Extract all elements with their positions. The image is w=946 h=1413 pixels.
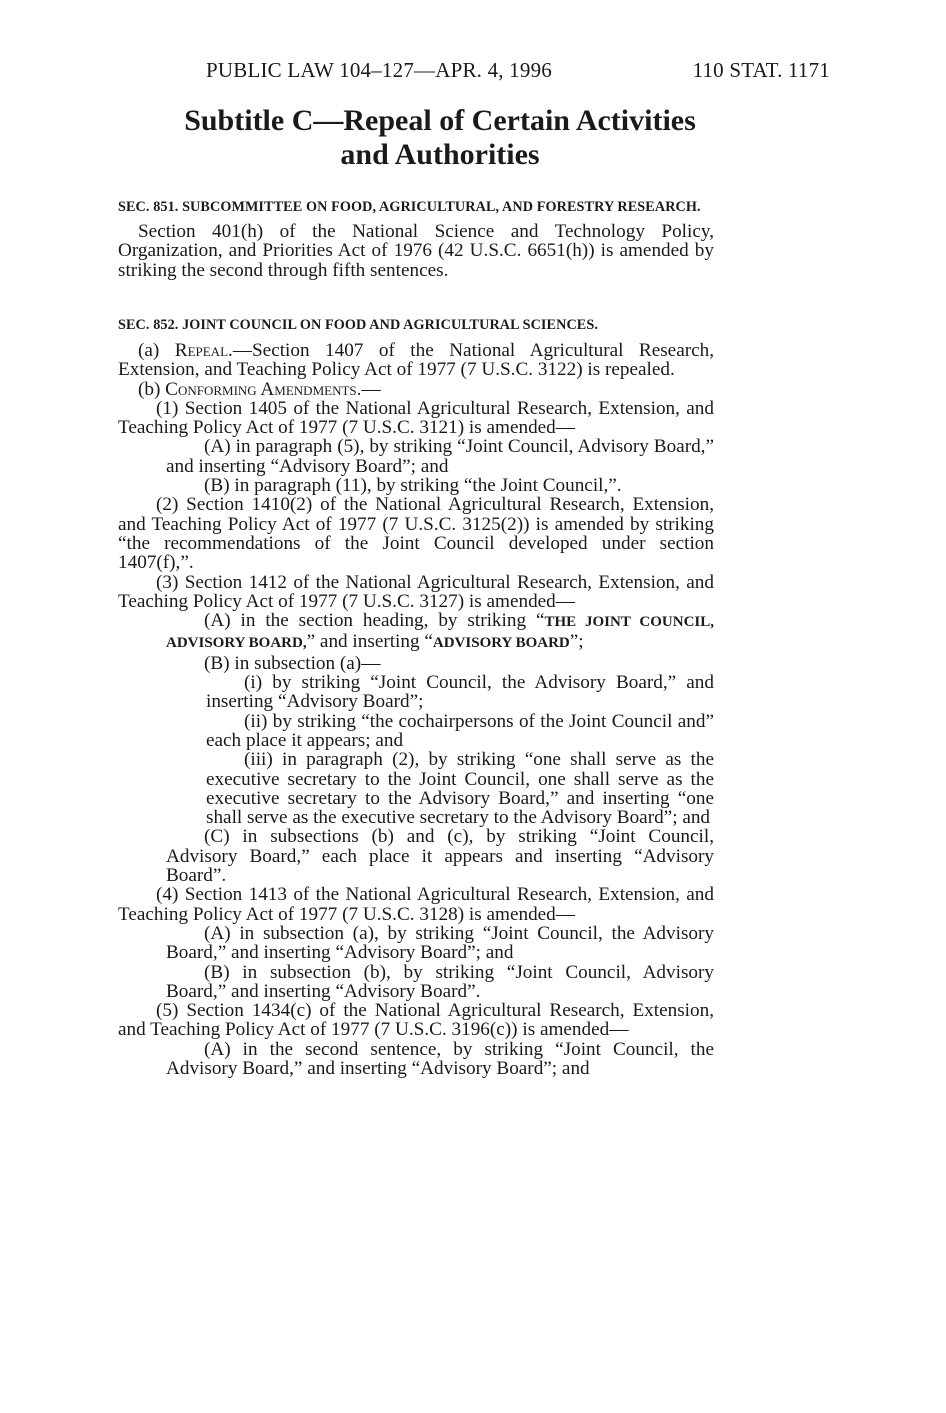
section-852 <box>118 316 714 1078</box>
section-851-heading: SEC. 851. SUBCOMMITTEE ON FOOD, AGRICULTURAL, AND FORESTRY RESEARCH. <box>118 199 701 215</box>
paragraph-1-B: (B) in paragraph (11), by striking “the Joint Council,”. <box>204 475 622 497</box>
section-851-body: Section 401(h) of the National Science and Technology Policy, Organization, and Priorities Act of 1976 (42 U.S.C. 6651(h)) is amended by striking the second through fifth sentences. <box>118 221 714 281</box>
subsection-a <box>118 341 714 380</box>
paragraph-5: (5) Section 1434(c) of the National Agricultural Research, Extension, and Teaching Policy Act of 1977 (7 U.S.C. 3196(c)) is amended— <box>118 1000 714 1041</box>
paragraph-3-B: (B) in subsection (a)— <box>204 652 381 674</box>
paragraph-3-B-iii: (iii) in paragraph (2), by striking “one shall serve as the executive secretary to the Joint Council, one shall serve as the executive secretary to the Advisory Board,” and inserting “one shall serve as the executive secretary to the Advisory Board”; and <box>206 749 714 829</box>
subsection-a-text: —Section 1407 of the National Agricultural Research, Extension, and Teaching Policy Act of 1977 (7 U.S.C. 3122) is repealed. <box>118 340 715 381</box>
running-header <box>118 58 830 86</box>
subtitle-heading <box>100 104 780 172</box>
subsection-a-label: (a) <box>138 340 175 361</box>
subsection-a-heading: Repeal. <box>174 340 233 361</box>
paragraph-3-A-post: ”; <box>569 631 584 653</box>
subsection-b-label: (b) <box>138 378 166 400</box>
header-stat-page: 110 STAT. 1171 <box>692 58 830 82</box>
paragraph-3-B-ii: (ii) by striking “the cochairpersons of the Joint Council and” each place it appears; and <box>206 710 714 751</box>
section-852-heading: SEC. 852. JOINT COUNCIL ON FOOD AND AGRICULTURAL SCIENCES. <box>118 317 598 333</box>
subsection-b <box>118 380 714 399</box>
paragraph-4-A: (A) in subsection (a), by striking “Joint Council, the Advisory Board,” and inserting “Advisory Board”; and <box>166 922 714 964</box>
subtitle-line-1: Subtitle C—Repeal of Certain Activities <box>184 104 696 137</box>
paragraph-1: (1) Section 1405 of the National Agricultural Research, Extension, and Teaching Policy Act of 1977 (7 U.S.C. 3121) is amended— <box>118 397 714 439</box>
subsection-b-heading: Conforming Amendments. <box>165 378 362 400</box>
paragraph-2: (2) Section 1410(2) of the National Agricultural Research, Extension, and Teaching Policy Act of 1977 (7 U.S.C. 3125(2)) is amended by striking “the recommendations of the Joint Council developed under section 1407(f),”. <box>118 494 714 574</box>
header-public-law: PUBLIC LAW 104–127—APR. 4, 1996 <box>206 58 552 82</box>
paragraph-4-B: (B) in subsection (b), by striking “Joint Council, Advisory Board,” and inserting “Advisory Board”. <box>166 961 714 1002</box>
section-851 <box>118 198 714 280</box>
paragraph-1-A: (A) in paragraph (5), by striking “Joint Council, Advisory Board,” and inserting “Advisory Board”; and <box>166 436 714 477</box>
paragraph-3-A-bold-new: ADVISORY BOARD <box>432 635 570 652</box>
paragraph-3-A-mid: ” and inserting “ <box>306 631 433 653</box>
paragraph-3: (3) Section 1412 of the National Agricultural Research, Extension, and Teaching Policy Act of 1977 (7 U.S.C. 3127) is amended— <box>118 571 714 612</box>
paragraph-4: (4) Section 1413 of the National Agricultural Research, Extension, and Teaching Policy Act of 1977 (7 U.S.C. 3128) is amended— <box>118 884 714 925</box>
paragraph-3-C: (C) in subsections (b) and (c), by striking “Joint Council, Advisory Board,” each place it appears and inserting “Advisory Board”. <box>166 826 714 887</box>
paragraph-3-B-i: (i) by striking “Joint Council, the Advisory Board,” and inserting “Advisory Board”; <box>206 672 714 713</box>
paragraph-3-A <box>118 611 714 654</box>
paragraph-3-A-pre: (A) in the section heading, by striking “ <box>204 610 545 632</box>
paragraph-3-A-bold-old: THE JOINT COUNCIL, ADVISORY BOARD, <box>166 614 714 652</box>
subtitle-line-2: and Authorities <box>340 138 540 171</box>
paragraph-5-A: (A) in the second sentence, by striking “Joint Council, the Advisory Board,” and inserting “Advisory Board”; and <box>166 1038 714 1079</box>
subsection-b-text: — <box>361 378 381 400</box>
